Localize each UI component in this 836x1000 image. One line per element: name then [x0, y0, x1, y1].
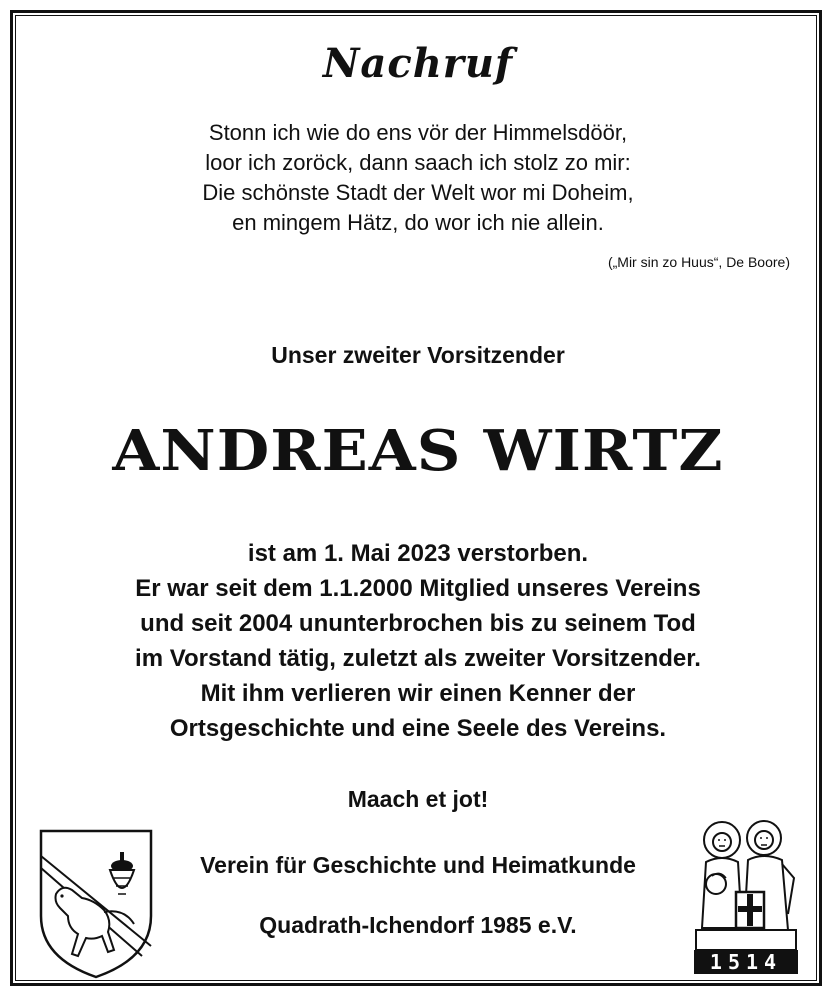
club-location: Quadrath-Ichendorf 1985 e.V. — [259, 912, 577, 938]
coat-of-arms-icon — [38, 828, 154, 980]
body-line: ist am 1. Mai 2023 verstorben. — [247, 540, 589, 567]
body-line: im Vorstand tätig, zuletzt als zweiter Vorsitzender. — [135, 645, 701, 672]
verse-line: Stonn ich wie do ens vör der Himmelsdöör, — [208, 120, 628, 145]
body-line: Ortsgeschichte und eine Seele des Vereins. — [169, 715, 667, 742]
verse-line: loor ich zoröck, dann saach ich stolz zo mir: — [205, 150, 631, 175]
club-name: Verein für Geschichte und Heimatkunde — [200, 852, 636, 878]
emblem-year: 1514 — [709, 950, 783, 974]
obituary-body — [0, 536, 836, 746]
verse — [0, 118, 836, 238]
body-line: Mit ihm verlieren wir einen Kenner der — [200, 680, 636, 707]
verse-line: Die schönste Stadt der Welt wor mi Doheim, — [202, 180, 634, 205]
deceased-name: ANDREAS WIRTZ — [112, 418, 724, 484]
closing-phrase: Maach et jot! — [347, 786, 489, 812]
body-line: und seit 2004 ununterbrochen bis zu seinem Tod — [140, 610, 696, 637]
body-line: Er war seit dem 1.1.2000 Mitglied unseres Vereins — [135, 575, 701, 602]
obituary-heading: Nachruf — [322, 40, 514, 87]
verse-source: („Mir sin zo Huus“, De Boore) — [607, 254, 790, 270]
verse-line: en mingem Hätz, do wor ich nie allein. — [232, 210, 604, 235]
saints-emblem-icon — [690, 818, 802, 978]
intro-text: Unser zweiter Vorsitzender — [271, 342, 565, 368]
